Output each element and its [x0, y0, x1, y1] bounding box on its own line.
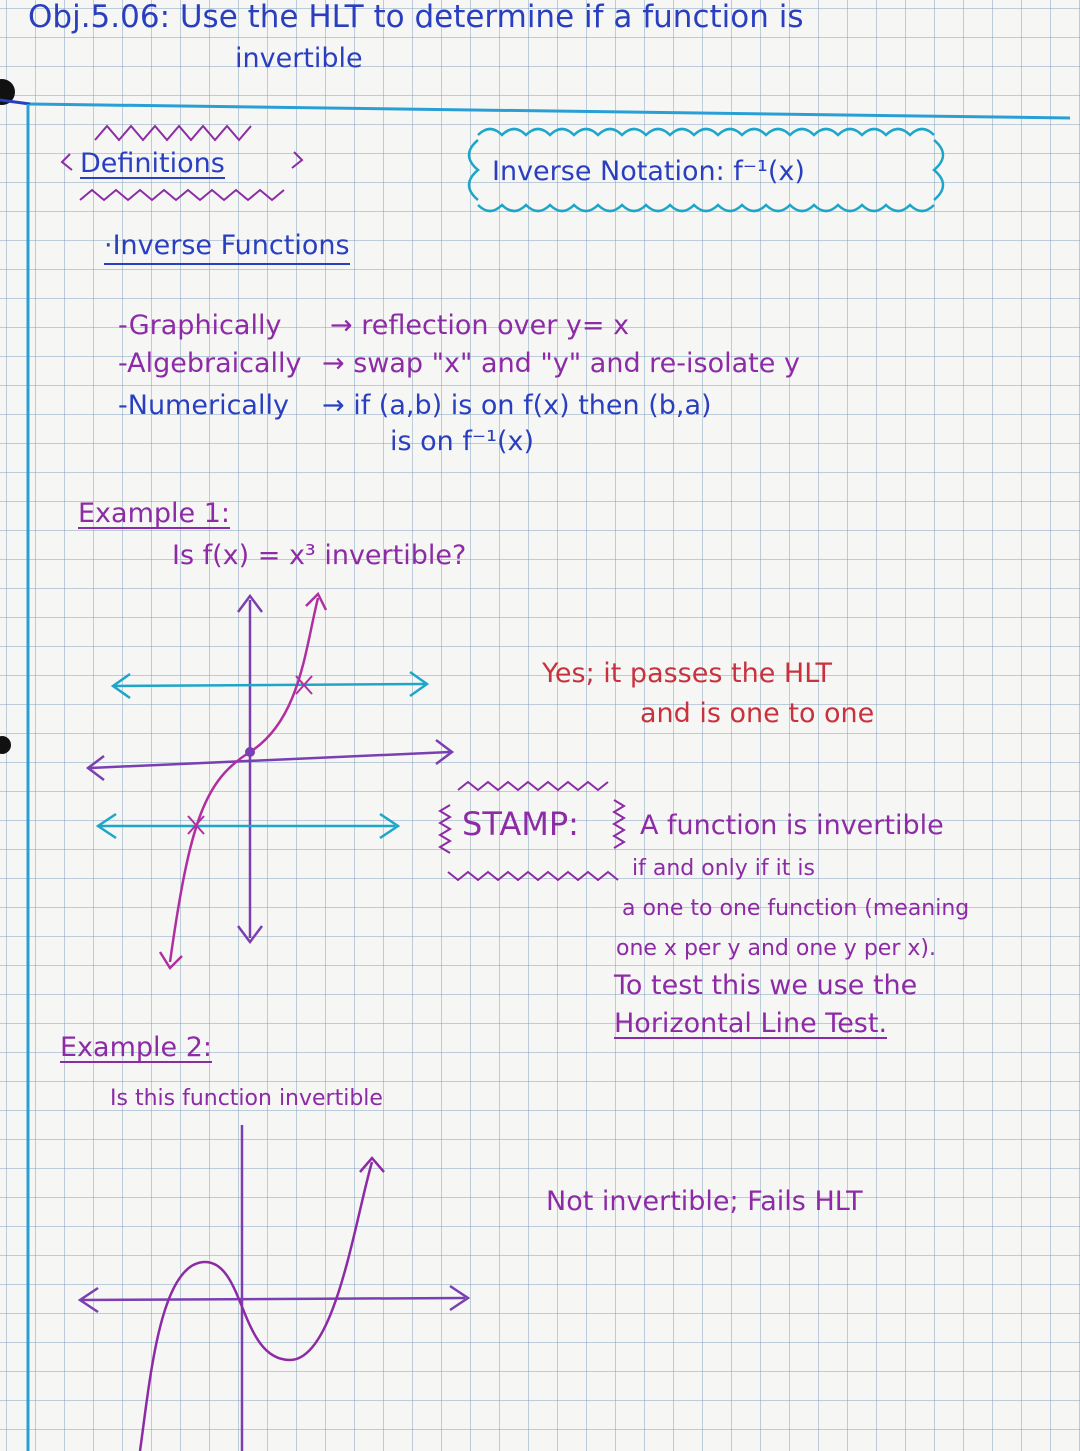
stamp-line-6: Horizontal Line Test.	[614, 1008, 888, 1039]
objective-title: Obj.5.06: Use the HLT to determine if a function is	[28, 0, 804, 35]
stamp-line-2: if and only if it is	[632, 856, 815, 881]
stamp-line-5: To test this we use the	[614, 970, 918, 1001]
binder-hole-middle	[0, 736, 11, 754]
ex1-x-axis	[90, 752, 450, 768]
example1-question: Is f(x) = x³ invertible?	[172, 540, 467, 571]
inverse-notation: Inverse Notation: f⁻¹(x)	[492, 156, 805, 187]
def-graphically-text: → reflection over y= x	[330, 310, 630, 341]
example1-graph	[88, 594, 452, 968]
ex1-cubic-curve	[170, 598, 318, 962]
ex2-cubic-curve	[140, 1162, 372, 1451]
objective-title-continued: invertible	[235, 43, 363, 74]
def-algebraically-text: → swap "x" and "y" and re-isolate y	[322, 348, 800, 379]
example2-answer: Not invertible; Fails HLT	[546, 1186, 863, 1217]
top-margin-line	[30, 104, 1070, 118]
def-graphically-label: -Graphically	[118, 310, 282, 341]
example1-answer-line1: Yes; it passes the HLT	[542, 658, 833, 689]
example2-graph	[80, 1125, 468, 1451]
stamp-line-3: a one to one function (meaning	[622, 896, 970, 921]
definitions-title: Definitions	[80, 148, 225, 179]
ex1-horizontal-test-line-top	[115, 684, 425, 686]
example1-answer-line2: and is one to one	[640, 698, 875, 729]
example1-heading: Example 1:	[78, 498, 230, 529]
stamp-line-1: A function is invertible	[640, 810, 944, 841]
def-numerically-text: → if (a,b) is on f(x) then (b,a)	[322, 390, 712, 421]
example2-heading: Example 2:	[60, 1032, 212, 1063]
def-numerically-continued: is on f⁻¹(x)	[390, 426, 534, 457]
def-numerically-label: -Numerically	[118, 390, 289, 421]
def-algebraically-label: -Algebraically	[118, 348, 302, 379]
example2-question: Is this function invertible	[110, 1086, 383, 1111]
inverse-functions-heading: ·Inverse Functions	[104, 232, 350, 265]
stamp-line-4: one x per y and one y per x).	[616, 936, 936, 961]
stamp-label: STAMP:	[462, 805, 579, 843]
